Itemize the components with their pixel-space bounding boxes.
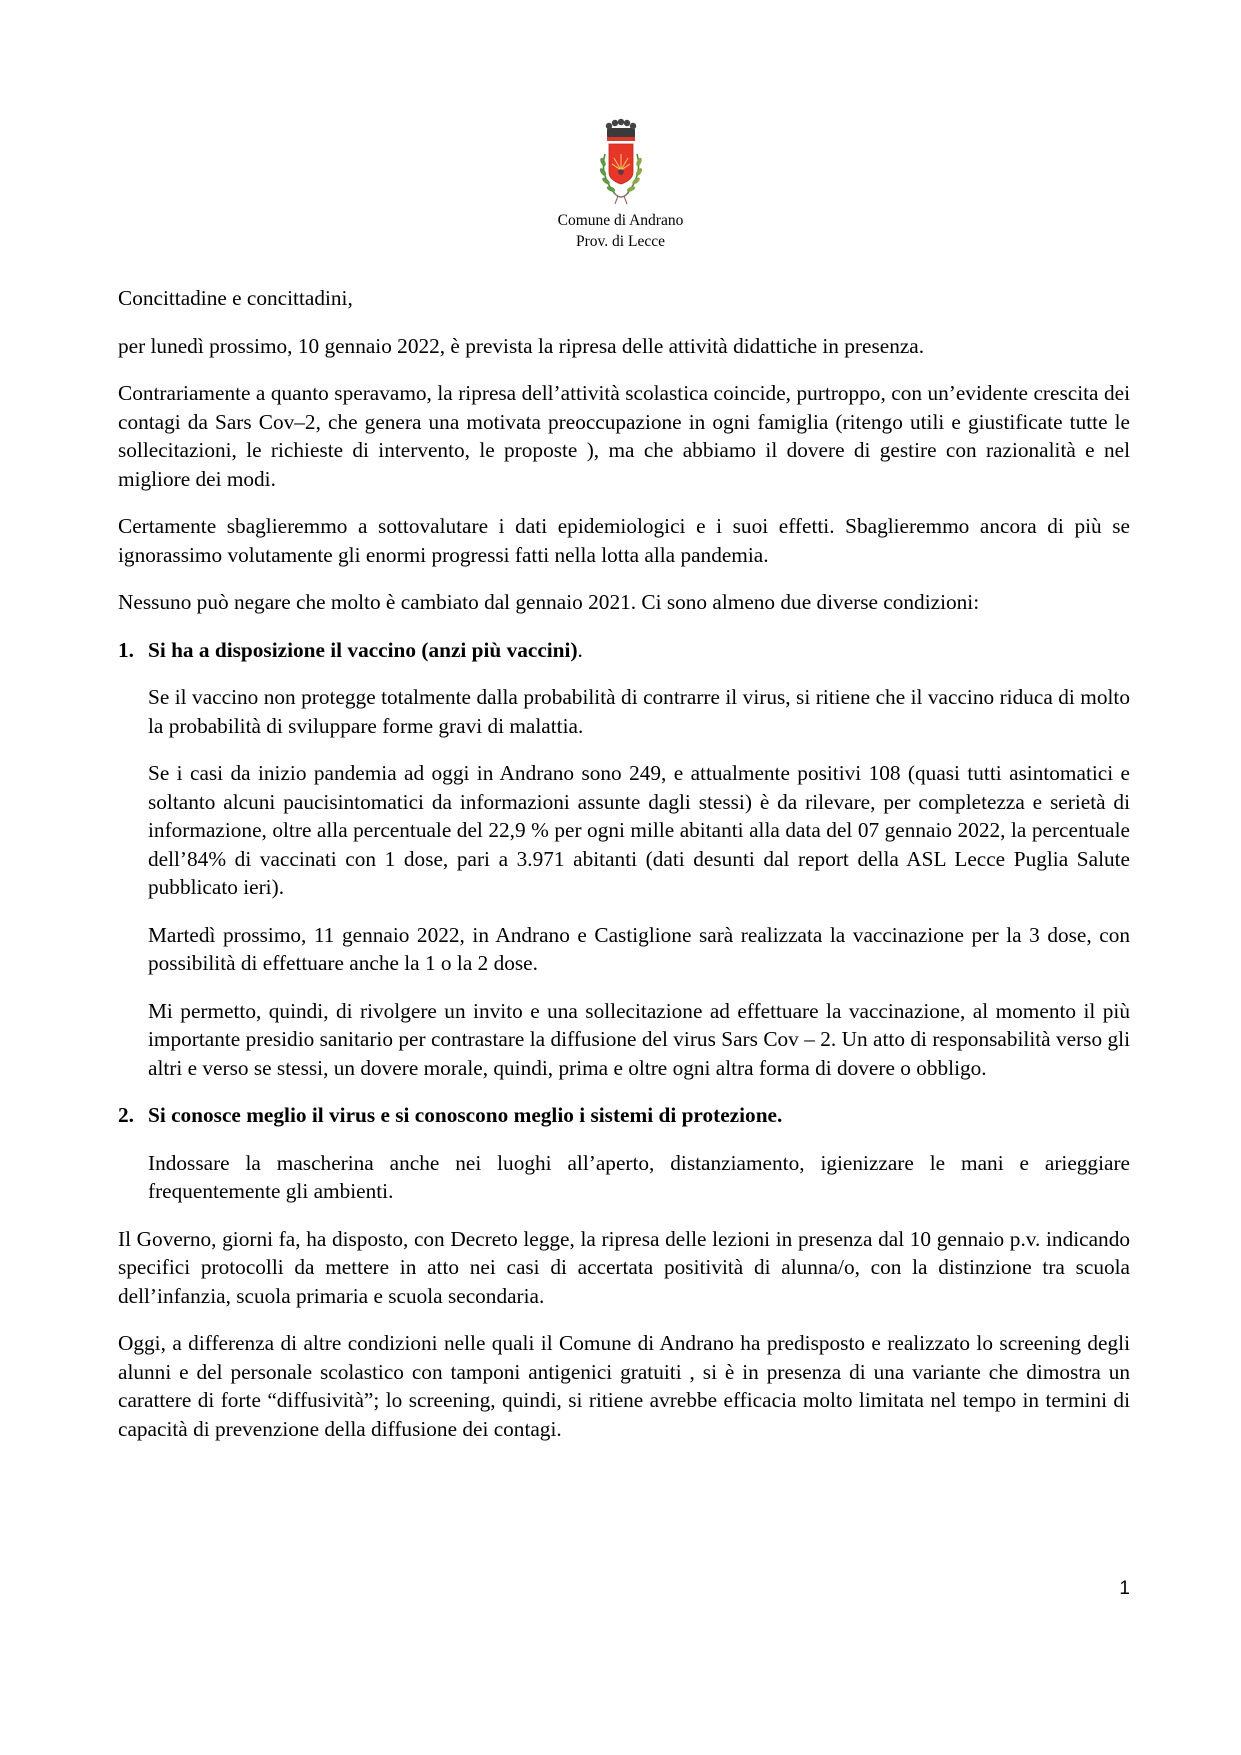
point-number: 1. (118, 637, 134, 662)
coat-of-arms-icon (585, 114, 657, 210)
page-number: 1 (1119, 1578, 1130, 1599)
letter-body (118, 284, 1130, 1462)
salutation: Concittadine e concittadini, (118, 286, 353, 310)
point-title-suffix: . (577, 637, 583, 662)
point-title (148, 636, 583, 665)
point-title-text: Si ha a disposizione il vaccino (anzi più vaccini) (148, 637, 578, 662)
point-title: Si conosce meglio il virus e si conoscono meglio i sistemi di protezione. (148, 1103, 783, 1127)
point-number: 2. (118, 1103, 134, 1127)
paragraph: Certamente sbaglieremmo a sottovalutare i dati epidemiologici e i suoi effetti. Sbaglieremmo ancora di più se ignorassimo volutamente gli enormi progressi fatti nella lotta alla pandemia. (118, 514, 1130, 567)
province-name: Prov. di Lecce (576, 233, 665, 250)
closing-paragraph: Il Governo, giorni fa, ha disposto, con Decreto legge, la ripresa delle lezioni in presenza dal 10 gennaio p.v. indicando specifici protocolli da mettere in atto nei casi di accertata positività di alunna/o, con la distinzione tra scuola dell’infanzia, scuola primaria e scuola secondaria. (118, 1226, 1130, 1308)
paragraph: Contrariamente a quanto speravamo, la ripresa dell’attività scolastica coincide, purtroppo, con un’evidente crescita dei contagi da Sars Cov–2, che genera una motivata preoccupazione in ogni famiglia (ritengo utili e giustificate tutte le sollecitazioni, le richieste di intervento, le proposte ), ma che abbiamo il dovere di gestire con razionalità e nel migliore dei modi. (118, 381, 1130, 491)
point-heading-2 (118, 1101, 1130, 1130)
point-heading-1 (118, 636, 1130, 665)
paragraph: per lunedì prossimo, 10 gennaio 2022, è prevista la ripresa delle attività didattiche in presenza. (118, 333, 925, 358)
point-paragraph: Se i casi da inizio pandemia ad oggi in Andrano sono 249, e attualmente positivi 108 (quasi tutti asintomatici e soltanto alcuni paucisintomatici da informazioni assunte dagli stessi) è da rilevare, per completezza e serietà di informazione, oltre alla percentuale del 22,9 % per ogni mille abitanti alla data del 07 gennaio 2022, la percentuale dell’84% di vaccinati con 1 dose, pari a 3.971 abitanti (dati desunti dal report della ASL Lecce Puglia Salute pubblicato ieri). (148, 761, 1130, 899)
paragraph: Nessuno può negare che molto è cambiato dal gennaio 2021. Ci sono almeno due diverse condizioni: (118, 590, 980, 614)
letterhead (0, 114, 1241, 252)
point-paragraph: Indossare la mascherina anche nei luoghi all’aperto, distanziamento, igienizzare le mani e arieggiare frequentemente gli ambienti. (148, 1150, 1130, 1203)
municipality-name: Comune di Andrano (557, 212, 684, 229)
closing-paragraph: Oggi, a differenza di altre condizioni nelle quali il Comune di Andrano ha predisposto e realizzato lo screening degli alunni e del personale scolastico con tamponi antigenici gratuiti , si è in presenza di una variante che dimostra un carattere di forte “diffusività”; lo screening, quindi, si ritiene avrebbe efficacia molto limitata nel tempo in termini di capacità di prevenzione della diffusione dei contagi. (118, 1331, 1130, 1441)
point-paragraph: Martedì prossimo, 11 gennaio 2022, in Andrano e Castiglione sarà realizzata la vaccinazione per la 3 dose, con possibilità di effettuare anche la 1 o la 2 dose. (148, 922, 1130, 975)
point-paragraph: Se il vaccino non protegge totalmente dalla probabilità di contrarre il virus, si ritiene che il vaccino riduca di molto la probabilità di sviluppare forme gravi di malattia. (148, 685, 1130, 738)
point-paragraph: Mi permetto, quindi, di rivolgere un invito e una sollecitazione ad effettuare la vaccinazione, al momento il più importante presidio sanitario per contrastare la diffusione del virus Sars Cov – 2. Un atto di responsabilità verso gli altri e verso se stessi, un dovere morale, quindi, prima e oltre ogni altra forma di dovere o obbligo. (148, 998, 1130, 1080)
crown-icon (605, 119, 635, 141)
